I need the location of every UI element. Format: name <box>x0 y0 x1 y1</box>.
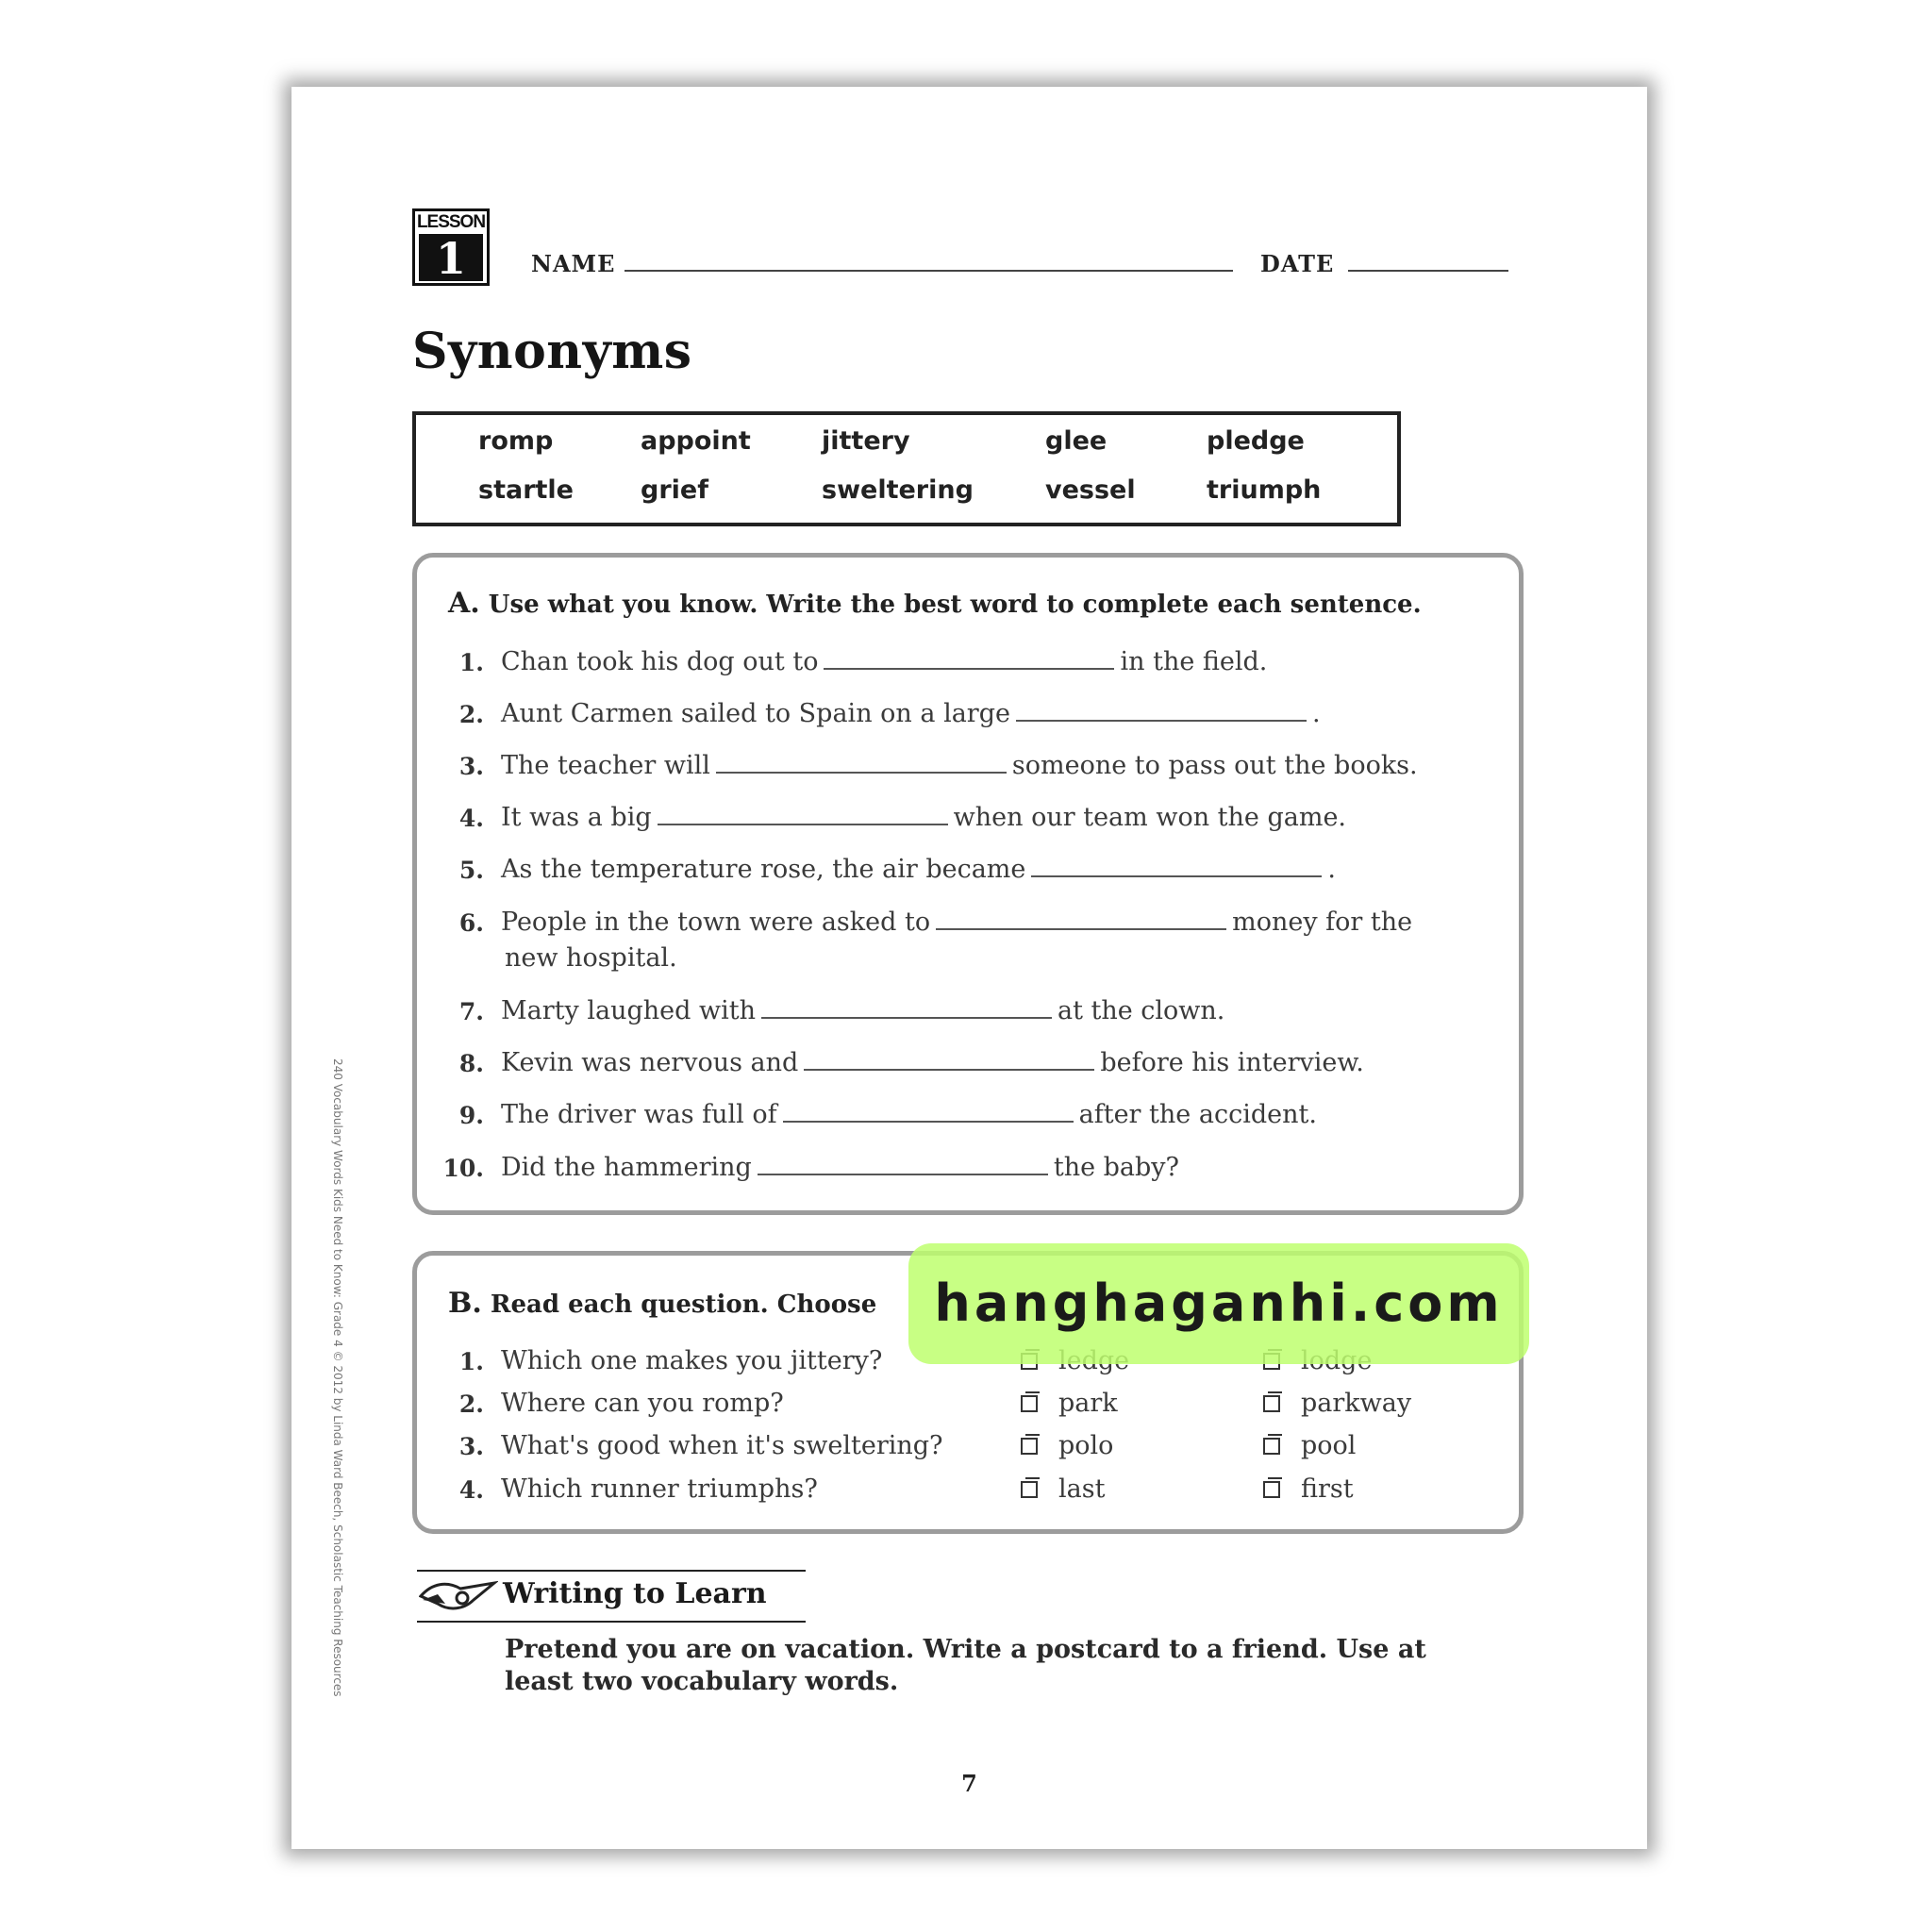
answer-blank[interactable] <box>1016 719 1307 722</box>
lesson-badge <box>412 208 490 286</box>
question-text: Where can you romp? <box>501 1389 784 1418</box>
answer-option[interactable] <box>1021 1474 1105 1504</box>
writing-prompt: Pretend you are on vacation. Write a postcard to a friend. Use at least two vocabulary words. <box>505 1635 1426 1696</box>
item-number: 9. <box>458 1102 484 1129</box>
worksheet-page <box>291 87 1647 1849</box>
option-label: park <box>1058 1389 1118 1418</box>
sentence-text: Chan took his dog out to <box>501 647 819 676</box>
sentence-text: when our team won the game. <box>953 803 1347 832</box>
answer-option[interactable] <box>1021 1389 1118 1418</box>
answer-option[interactable] <box>1263 1389 1411 1418</box>
word-bank-item: triumph <box>1207 475 1322 505</box>
sentence-text: People in the town were asked to <box>501 908 931 937</box>
pen-icon <box>419 1575 498 1617</box>
answer-blank[interactable] <box>936 927 1226 930</box>
item-number: 1. <box>458 1348 484 1375</box>
watermark-banner <box>908 1243 1529 1364</box>
sentence-text: money for the <box>1232 908 1413 937</box>
answer-blank[interactable] <box>658 823 948 825</box>
sentence-continuation: new hospital. <box>505 943 677 973</box>
section-b-letter: B. <box>448 1287 482 1320</box>
question-text: Which runner triumphs? <box>501 1474 818 1504</box>
word-bank-item: appoint <box>641 426 751 456</box>
sentence-text: Marty laughed with <box>501 996 756 1025</box>
word-bank-item: glee <box>1045 426 1108 456</box>
page-title: Synonyms <box>412 323 692 380</box>
answer-option[interactable] <box>1263 1431 1356 1460</box>
item-number: 3. <box>458 753 484 780</box>
word-bank-item: pledge <box>1207 426 1305 456</box>
sentence-text: before his interview. <box>1100 1048 1364 1077</box>
checkbox-icon[interactable] <box>1263 1481 1280 1498</box>
word-bank-item: startle <box>478 475 574 505</box>
sentence-item <box>501 996 1224 1025</box>
item-number: 10. <box>442 1155 484 1182</box>
sentence-text: . <box>1311 699 1321 728</box>
word-bank <box>412 411 1401 526</box>
item-number: 7. <box>458 998 484 1025</box>
item-number: 4. <box>458 1476 484 1504</box>
answer-blank[interactable] <box>804 1068 1094 1071</box>
checkbox-icon[interactable] <box>1021 1481 1038 1498</box>
writing-to-learn-title: Writing to Learn <box>503 1577 767 1610</box>
word-bank-item: romp <box>478 426 554 456</box>
option-label: parkway <box>1301 1389 1412 1418</box>
option-label: first <box>1301 1474 1354 1504</box>
question-text: What's good when it's sweltering? <box>501 1431 943 1460</box>
sentence-item <box>501 803 1346 832</box>
section-a-letter: A. <box>448 587 480 620</box>
answer-blank[interactable] <box>783 1120 1074 1123</box>
checkbox-icon[interactable] <box>1021 1395 1038 1412</box>
sentence-item <box>501 908 1412 937</box>
answer-blank[interactable] <box>716 771 1007 774</box>
sentence-text: in the field. <box>1120 647 1268 676</box>
sentence-item <box>501 1153 1179 1182</box>
section-a-instruction-text: Use what you know. Write the best word to complete each sentence. <box>488 591 1422 619</box>
answer-blank[interactable] <box>1031 874 1322 877</box>
side-credit: 240 Vocabulary Words Kids Need to Know: Grade 4 © 2012 by Linda Ward Beech, Scholastic Teaching Resources <box>331 1058 344 1697</box>
checkbox-icon[interactable] <box>1263 1395 1280 1412</box>
sentence-text: Did the hammering <box>501 1153 752 1182</box>
sentence-item <box>501 699 1321 728</box>
sentence-text: As the temperature rose, the air became <box>501 855 1026 884</box>
answer-option[interactable] <box>1263 1474 1354 1504</box>
sentence-text: The teacher will <box>501 751 710 780</box>
divider <box>417 1570 806 1572</box>
item-number: 1. <box>458 649 484 676</box>
sentence-text: It was a big <box>501 803 652 832</box>
sentence-text: . <box>1327 855 1336 884</box>
item-number: 2. <box>458 1391 484 1418</box>
checkbox-icon[interactable] <box>1263 1438 1280 1455</box>
word-bank-item: jittery <box>822 426 910 456</box>
section-a-instruction <box>448 587 1422 620</box>
section-b-instruction <box>448 1287 876 1320</box>
item-number: 6. <box>458 909 484 937</box>
sentence-text: after the accident. <box>1078 1100 1317 1129</box>
item-number: 8. <box>458 1050 484 1077</box>
word-bank-item: sweltering <box>822 475 974 505</box>
item-number: 3. <box>458 1433 484 1460</box>
answer-blank[interactable] <box>758 1173 1048 1175</box>
sentence-text: the baby? <box>1053 1153 1180 1182</box>
sentence-item <box>501 647 1267 676</box>
option-label: last <box>1058 1474 1106 1504</box>
sentence-item <box>501 751 1418 780</box>
date-label: DATE <box>1260 250 1335 277</box>
name-label: NAME <box>531 250 616 277</box>
word-bank-item: vessel <box>1045 475 1136 505</box>
sentence-text: Aunt Carmen sailed to Spain on a large <box>501 699 1010 728</box>
item-number: 4. <box>458 805 484 832</box>
lesson-number: 1 <box>419 234 483 281</box>
sentence-text: Kevin was nervous and <box>501 1048 799 1077</box>
sentence-text: at the clown. <box>1057 996 1225 1025</box>
watermark-text: hanghaganhi.com <box>934 1274 1504 1333</box>
answer-option[interactable] <box>1021 1431 1113 1460</box>
item-number: 5. <box>458 857 484 884</box>
lesson-label: LESSON <box>416 212 486 232</box>
checkbox-icon[interactable] <box>1021 1438 1038 1455</box>
sentence-item <box>501 1048 1364 1077</box>
option-label: pool <box>1301 1431 1357 1460</box>
sentence-text: The driver was full of <box>501 1100 777 1129</box>
word-bank-item: grief <box>641 475 708 505</box>
option-label: polo <box>1058 1431 1114 1460</box>
sentence-item <box>501 855 1336 884</box>
date-line[interactable] <box>1348 270 1508 272</box>
answer-blank[interactable] <box>761 1016 1052 1019</box>
section-b-instruction-text: Read each question. Choose <box>490 1291 877 1319</box>
divider <box>417 1621 806 1623</box>
question-text: Which one makes you jittery? <box>501 1346 883 1375</box>
sentence-text: someone to pass out the books. <box>1011 751 1418 780</box>
item-number: 2. <box>458 701 484 728</box>
name-line[interactable] <box>625 270 1233 272</box>
answer-blank[interactable] <box>824 667 1114 670</box>
page-number: 7 <box>961 1770 977 1797</box>
sentence-item <box>501 1100 1317 1129</box>
